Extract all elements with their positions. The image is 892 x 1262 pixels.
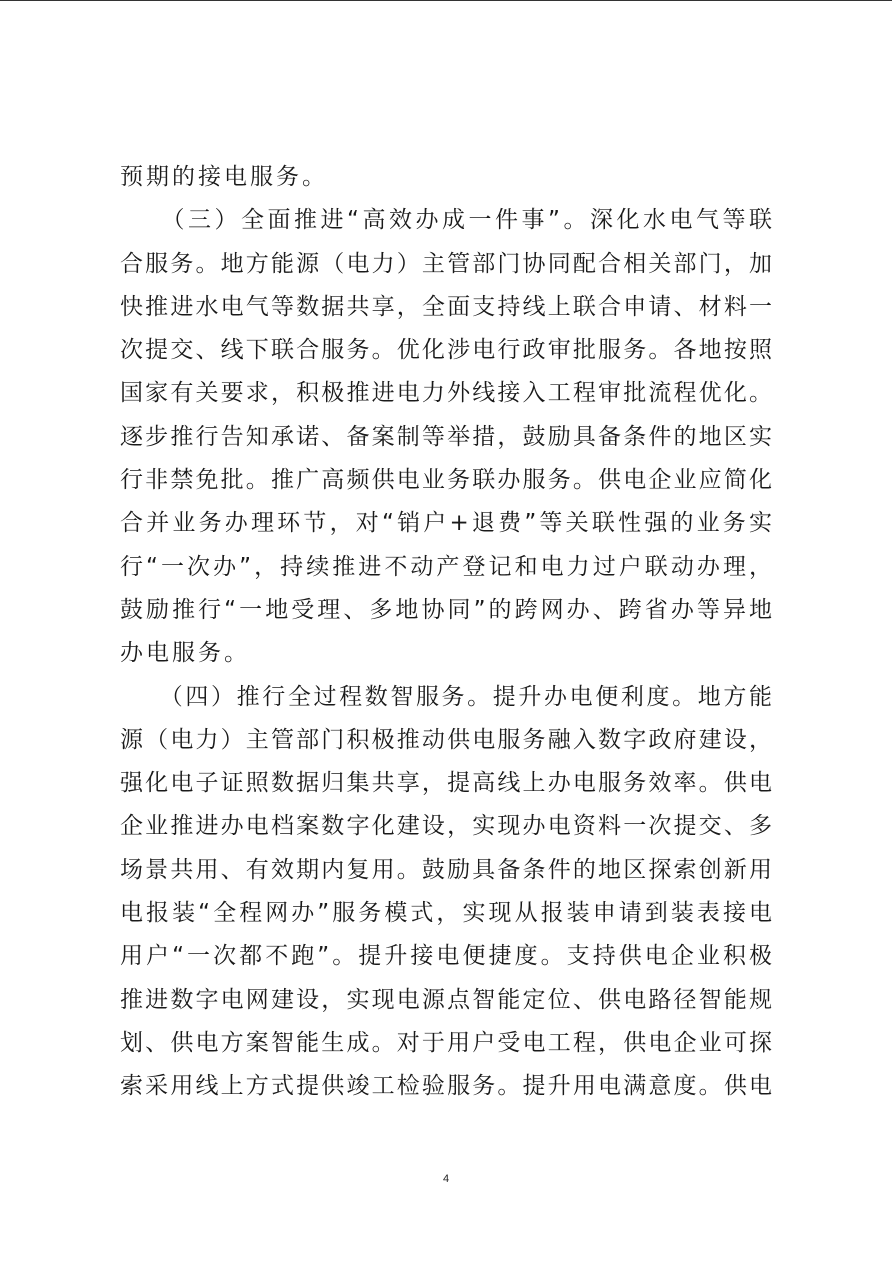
text-line: （四）推行全过程数智服务。提升办电便利度。地方能 <box>120 683 772 710</box>
text-line: 索采用线上方式提供竣工检验服务。提升用电满意度。供电 <box>120 1073 772 1100</box>
text-line: 办电服务。 <box>120 640 250 667</box>
text-line: 国家有关要求，积极推进电力外线接入工程审批流程优化。 <box>120 380 772 407</box>
document-body <box>120 156 772 1109</box>
text-line: 合并业务办理环节，对“销户+退费”等关联性强的业务实 <box>120 510 772 537</box>
text-line: （三）全面推进“高效办成一件事”。深化水电气等联 <box>120 207 772 234</box>
text-line: 鼓励推行“一地受理、多地协同”的跨网办、跨省办等异地 <box>120 596 772 623</box>
text-line: 逐步推行告知承诺、备案制等举措，鼓励具备条件的地区实 <box>120 423 772 450</box>
text-line: 电报装“全程网办”服务模式，实现从报装申请到装表接电 <box>120 900 772 927</box>
text-line: 合服务。地方能源（电力）主管部门协同配合相关部门，加 <box>120 250 772 277</box>
text-line: 推进数字电网建设，实现电源点智能定位、供电路径智能规 <box>120 986 772 1013</box>
text-line: 企业推进办电档案数字化建设，实现办电资料一次提交、多 <box>120 813 772 840</box>
text-line: 快推进水电气等数据共享，全面支持线上联合申请、材料一 <box>120 293 772 320</box>
text-line: 预期的接电服务。 <box>120 164 328 190</box>
text-line: 强化电子证照数据归集共享，提高线上办电服务效率。供电 <box>120 770 772 797</box>
text-line: 行非禁免批。推广高频供电业务联办服务。供电企业应简化 <box>120 467 772 494</box>
text-line: 划、供电方案智能生成。对于用户受电工程，供电企业可探 <box>120 1029 772 1056</box>
text-line: 场景共用、有效期内复用。鼓励具备条件的地区探索创新用 <box>120 856 772 883</box>
text-line: 用户“一次都不跑”。提升接电便捷度。支持供电企业积极 <box>120 943 772 970</box>
page-number: 4 <box>442 1173 450 1185</box>
text-line: 源（电力）主管部门积极推动供电服务融入数字政府建设， <box>120 726 772 753</box>
text-line: 次提交、线下联合服务。优化涉电行政审批服务。各地按照 <box>120 337 772 364</box>
text-line: 行“一次办”，持续推进不动产登记和电力过户联动办理， <box>120 553 772 580</box>
